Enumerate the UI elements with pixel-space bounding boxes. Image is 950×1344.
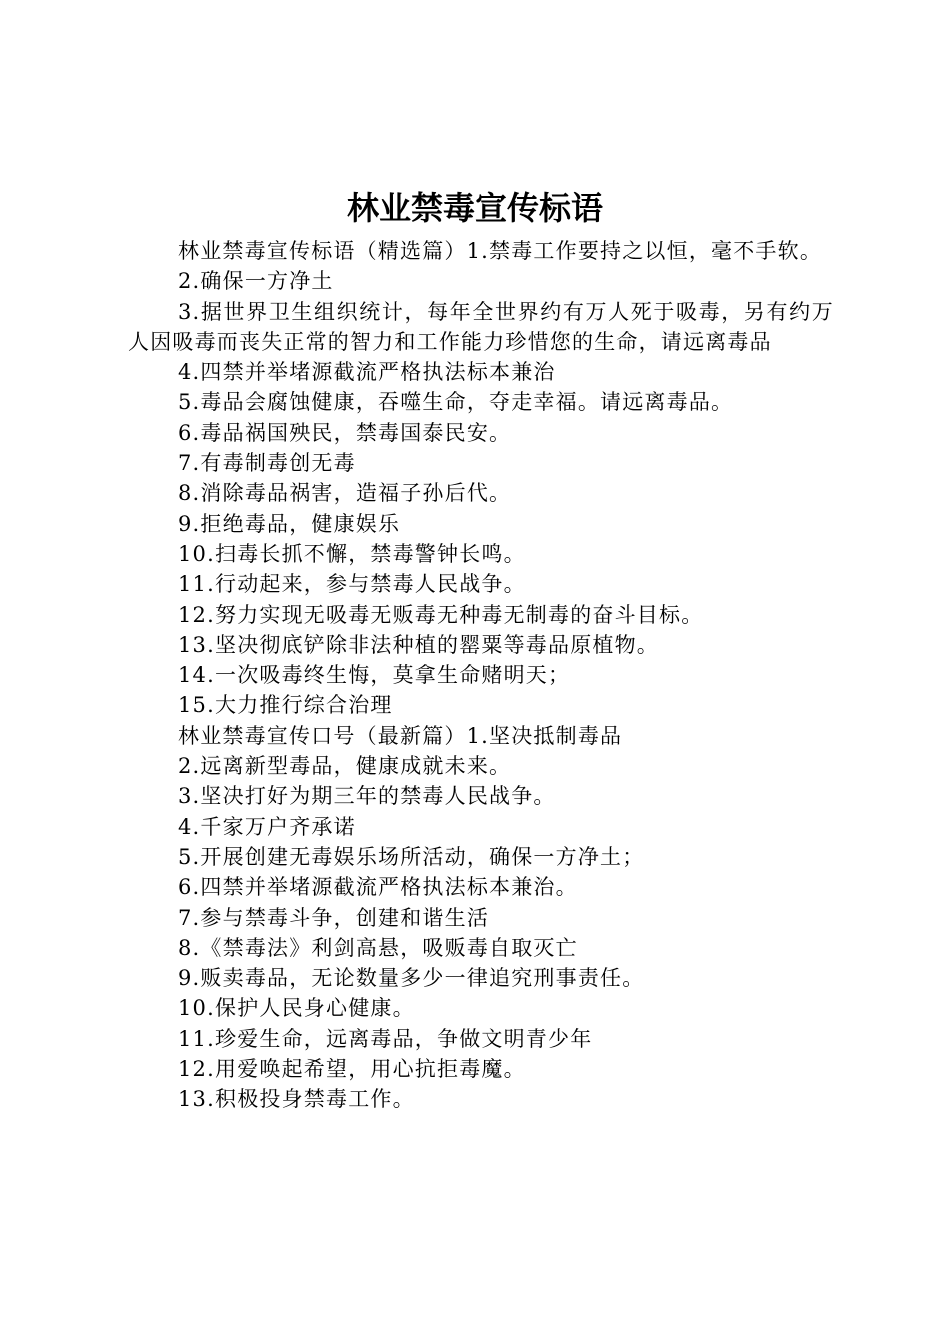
slogan-line: 6.毒品祸国殃民，禁毒国泰民安。 [178,420,512,445]
slogan-line: 2.确保一方净土 [178,269,334,294]
slogan-line: 10.扫毒长抓不懈，禁毒警钟长鸣。 [178,541,526,566]
slogan-list-b [128,357,834,1114]
slogan-line: 13.坚决彻底铲除非法种植的罂粟等毒品原植物。 [178,632,659,657]
slogan-line: 15.大力推行综合治理 [178,693,393,718]
document-body [128,236,834,1115]
slogan-line: 4.千家万户齐承诺 [178,814,356,839]
document-title: 林业禁毒宣传标语 [346,189,603,227]
slogan-line: 9.拒绝毒品，健康娱乐 [178,511,401,536]
intro-paragraph: 林业禁毒宣传标语（精选篇）1.禁毒工作要持之以恒，毫不手软。 [178,239,823,263]
slogan-line: 8.消除毒品祸害，造福子孙后代。 [178,481,512,506]
slogan-line: 11.珍爱生命，远离毒品，争做文明青少年 [178,1026,593,1051]
slogan-line: 7.有毒制毒创无毒 [178,451,356,476]
slogan-line: 14.一次吸毒终生悔，莫拿生命赌明天； [178,663,571,688]
slogan-line: 6.四禁并举堵源截流严格执法标本兼治。 [178,875,578,900]
slogan-list-a [128,266,834,296]
slogan-line: 13.积极投身禁毒工作。 [178,1087,415,1112]
slogan-line: 12.努力实现无吸毒无贩毒无种毒无制毒的奋斗目标。 [178,602,704,627]
slogan-line: 2.远离新型毒品，健康成就未来。 [178,754,512,779]
slogan-line: 9.贩卖毒品，无论数量多少一律追究刑事责任。 [178,966,645,991]
slogan-line: 5.开展创建无毒娱乐场所活动，确保一方净土； [178,844,645,869]
slogan-line: 7.参与禁毒斗争，创建和谐生活 [178,905,490,930]
slogan-line: 10.保护人民身心健康。 [178,996,415,1021]
slogan-line: 8.《禁毒法》利剑高悬，吸贩毒自取灭亡 [178,935,578,960]
slogan-line: 林业禁毒宣传口号（最新篇）1.坚决抵制毒品 [178,723,623,748]
slogan-line: 11.行动起来，参与禁毒人民战争。 [178,572,526,597]
statistic-paragraph: 3.据世界卫生组织统计，每年全世界约有万人死于吸毒，另有约万人因吸毒而丧失正常的智力和工作能力珍惜您的生命，请远离毒品 [128,299,834,354]
slogan-line: 5.毒品会腐蚀健康，吞噬生命，夺走幸福。请远离毒品。 [178,390,734,415]
slogan-line: 12.用爱唤起希望，用心抗拒毒魔。 [178,1057,526,1082]
slogan-line: 3.坚决打好为期三年的禁毒人民战争。 [178,784,556,809]
slogan-line: 4.四禁并举堵源截流严格执法标本兼治 [178,360,556,385]
